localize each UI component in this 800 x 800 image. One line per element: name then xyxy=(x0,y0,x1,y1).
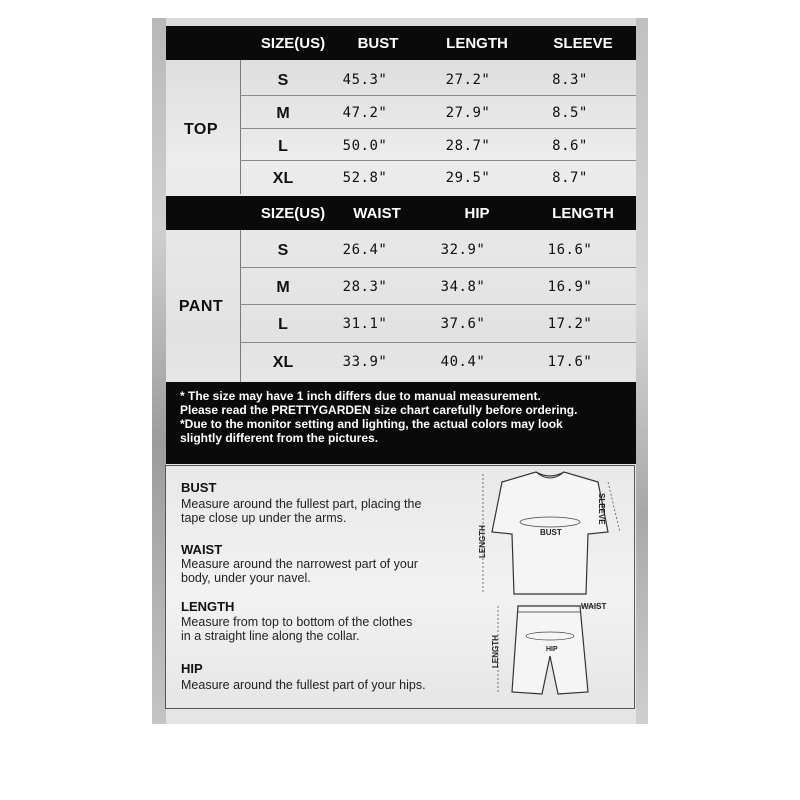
sleeve-cell: 8.6" xyxy=(552,138,588,154)
pant-row-divider xyxy=(240,267,636,268)
pant-header-waist: WAIST xyxy=(353,205,401,222)
note-line: slightly different from the pictures. xyxy=(180,431,379,445)
hip-cell: 34.8" xyxy=(440,279,486,295)
figure-sleeve-label: SLEEVE xyxy=(597,493,606,525)
size-cell: M xyxy=(276,105,290,122)
length-cell: 27.9" xyxy=(445,105,491,121)
note-line: *Due to the monitor setting and lighting, the actual colors may look xyxy=(180,417,563,431)
length-cell: 16.9" xyxy=(547,279,593,295)
guide-length-title: LENGTH xyxy=(181,599,235,614)
length-cell: 17.2" xyxy=(547,316,593,332)
top-row-divider xyxy=(240,128,636,129)
note-line: * The size may have 1 inch differs due to manual measurement. xyxy=(180,389,541,403)
pant-row-divider xyxy=(240,304,636,305)
pant-row-divider xyxy=(240,342,636,343)
figure-hip-label: HIP xyxy=(546,646,558,653)
top-row-divider xyxy=(240,95,636,96)
length-cell: 27.2" xyxy=(445,72,491,88)
size-cell: M xyxy=(276,279,290,296)
pant-header-hip: HIP xyxy=(464,205,490,222)
pant-row-l xyxy=(152,310,648,338)
figure-waist-label: WAIST xyxy=(581,602,607,611)
top-group-label: TOP xyxy=(183,121,219,138)
top-row-l xyxy=(152,132,648,160)
pant-row-m xyxy=(152,273,648,301)
size-cell: S xyxy=(277,72,289,89)
top-row-xl xyxy=(152,164,648,192)
waist-cell: 26.4" xyxy=(342,242,388,258)
waist-cell: 33.9" xyxy=(342,354,388,370)
size-cell: L xyxy=(278,316,288,333)
guide-length-desc-line: Measure from top to bottom of the clothes xyxy=(181,615,413,629)
guide-hip-desc-line: Measure around the fullest part of your hips. xyxy=(181,678,426,692)
hip-cell: 37.6" xyxy=(440,316,486,332)
pant-row-s xyxy=(152,236,648,264)
top-header-sleeve: SLEEVE xyxy=(553,35,613,52)
figure-bust-label: BUST xyxy=(540,528,562,537)
length-cell: 16.6" xyxy=(547,242,593,258)
pant-header-size: SIZE(US) xyxy=(260,205,326,222)
size-cell: S xyxy=(277,242,289,259)
guide-waist-desc-line: Measure around the narrowest part of your xyxy=(181,557,418,571)
guide-bust-desc-line: Measure around the fullest part, placing the xyxy=(181,497,422,511)
length-cell: 29.5" xyxy=(445,170,491,186)
size-cell: XL xyxy=(272,170,294,187)
figure-pant-length-label: LENGTH xyxy=(491,635,500,668)
size-cell: XL xyxy=(272,354,294,371)
top-header-bust: BUST xyxy=(357,35,399,52)
note-line: Please read the PRETTYGARDEN size chart carefully before ordering. xyxy=(180,403,578,417)
pant-group-label: PANT xyxy=(178,298,224,315)
sleeve-cell: 8.3" xyxy=(552,72,588,88)
bust-cell: 47.2" xyxy=(342,105,388,121)
hip-cell: 40.4" xyxy=(440,354,486,370)
pant-row-xl xyxy=(152,348,648,376)
guide-hip-title: HIP xyxy=(181,661,203,676)
waist-cell: 31.1" xyxy=(342,316,388,332)
pant-header-length: LENGTH xyxy=(552,205,614,222)
guide-waist-title: WAIST xyxy=(181,542,223,557)
hip-cell: 32.9" xyxy=(440,242,486,258)
top-row-s xyxy=(152,66,648,94)
top-header-length: LENGTH xyxy=(446,35,508,52)
figure-top-length-label: LENGTH xyxy=(478,525,487,558)
top-table-header xyxy=(166,26,636,60)
pant-table-header xyxy=(166,196,636,230)
length-cell: 17.6" xyxy=(547,354,593,370)
guide-bust-desc-line: tape close up under the arms. xyxy=(181,511,347,525)
guide-bust-title: BUST xyxy=(181,480,217,495)
guide-waist-desc-line: body, under your navel. xyxy=(181,571,311,585)
waist-cell: 28.3" xyxy=(342,279,388,295)
garment-diagram xyxy=(470,470,640,705)
top-row-divider xyxy=(240,160,636,161)
length-cell: 28.7" xyxy=(445,138,491,154)
sleeve-cell: 8.5" xyxy=(552,105,588,121)
size-cell: L xyxy=(278,138,288,155)
top-header-size: SIZE(US) xyxy=(260,35,326,52)
notes-box xyxy=(166,382,636,464)
bust-cell: 45.3" xyxy=(342,72,388,88)
top-row-m xyxy=(152,99,648,127)
bust-cell: 50.0" xyxy=(342,138,388,154)
bust-cell: 52.8" xyxy=(342,170,388,186)
sleeve-cell: 8.7" xyxy=(552,170,588,186)
sleeve-arrow xyxy=(608,482,620,532)
guide-length-desc-line: in a straight line along the collar. xyxy=(181,629,360,643)
